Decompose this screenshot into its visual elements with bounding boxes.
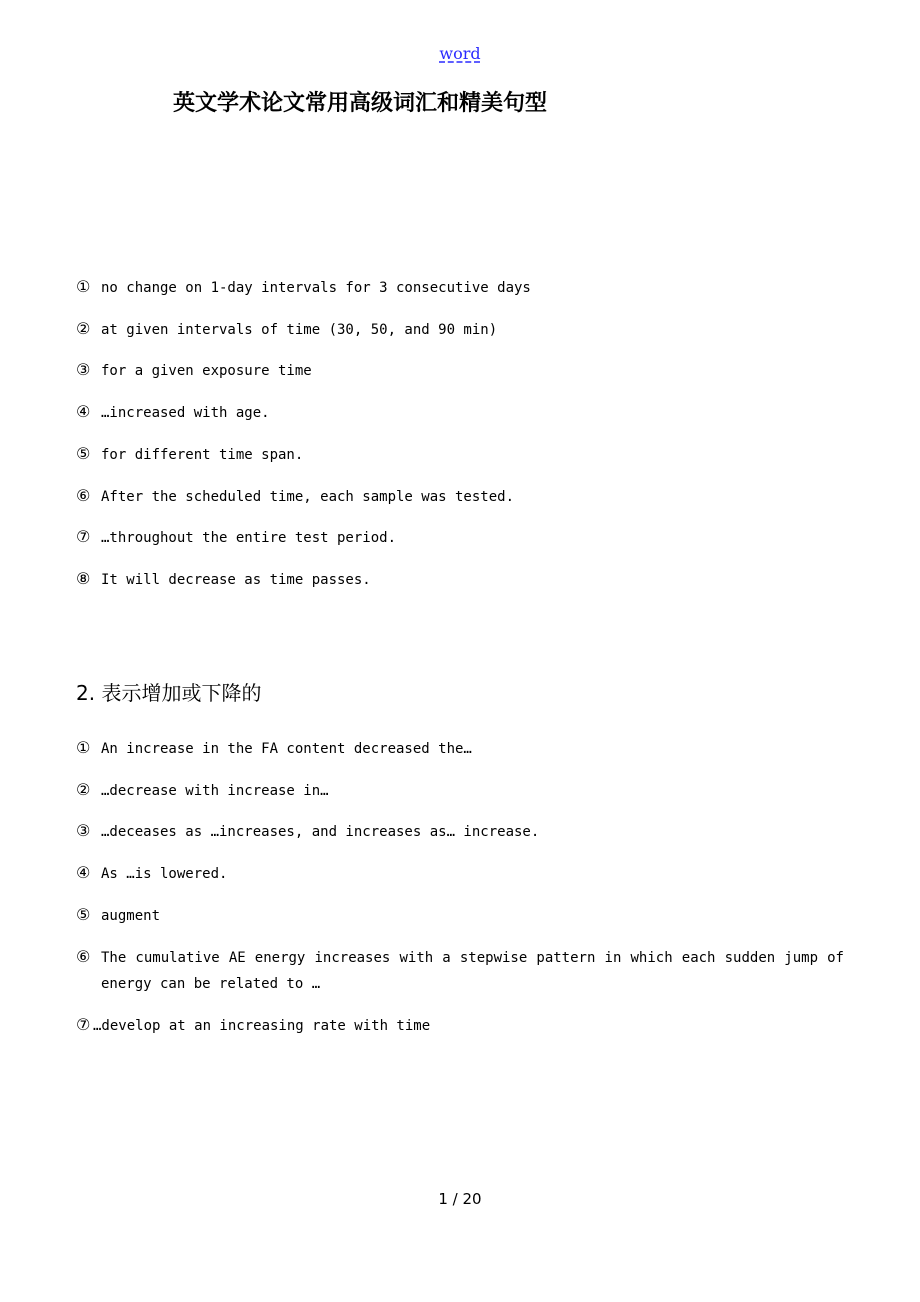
item-text: …increased with age. <box>101 405 270 421</box>
item-number: ① <box>76 277 91 296</box>
list-item <box>76 1012 844 1039</box>
item-number: ⑤ <box>76 444 91 463</box>
page-number: 1 / 20 <box>438 1190 482 1208</box>
item-text: …develop at an increasing rate with time <box>93 1018 431 1034</box>
item-text: An increase in the FA content decreased the… <box>101 741 472 757</box>
list-item <box>76 860 844 887</box>
list-item <box>76 441 844 468</box>
item-number: ④ <box>76 402 91 421</box>
list-item <box>76 399 844 426</box>
item-text: at given intervals of time (30, 50, and 90 min) <box>101 322 498 338</box>
item-number: ③ <box>76 360 91 379</box>
item-number: ③ <box>76 821 91 840</box>
list-item <box>76 357 844 384</box>
item-number: ② <box>76 319 91 338</box>
list-item <box>76 274 844 301</box>
item-number: ⑥ <box>76 486 91 505</box>
list-item <box>76 316 844 343</box>
item-text: for different time span. <box>101 447 304 463</box>
item-number: ⑦ <box>76 1015 91 1034</box>
item-number: ⑤ <box>76 905 91 924</box>
list-item <box>76 483 844 510</box>
list-item <box>76 902 844 929</box>
list-item <box>76 777 844 804</box>
item-text: …throughout the entire test period. <box>101 530 397 546</box>
item-text-continued: energy can be related to … <box>101 976 321 992</box>
item-number: ② <box>76 780 91 799</box>
header-link-text[interactable]: word <box>439 44 481 63</box>
item-text: no change on 1-day intervals for 3 consecutive days <box>101 280 531 296</box>
item-number: ⑧ <box>76 569 91 588</box>
item-text: The cumulative AE energy increases with a stepwise pattern in which each sudden jump of <box>101 950 844 966</box>
item-text: As …is lowered. <box>101 866 228 882</box>
item-number: ⑥ <box>76 947 91 966</box>
item-text: …decrease with increase in… <box>101 783 329 799</box>
list-item <box>76 944 844 997</box>
section-heading: 2. 表示增加或下降的 <box>76 681 262 705</box>
list-item <box>76 566 844 593</box>
item-text: …deceases as …increases, and increases as… increase. <box>101 824 540 840</box>
header-link[interactable] <box>0 44 920 64</box>
item-text: for a given exposure time <box>101 363 312 379</box>
document-title: 英文学术论文常用高级词汇和精美句型 <box>173 91 548 116</box>
item-line <box>76 944 844 971</box>
item-text: After the scheduled time, each sample was tested. <box>101 489 515 505</box>
item-text: It will decrease as time passes. <box>101 572 371 588</box>
list-item <box>76 524 844 551</box>
item-text: augment <box>101 908 161 924</box>
list-item <box>76 735 844 762</box>
list-item <box>76 818 844 845</box>
item-number: ⑦ <box>76 527 91 546</box>
item-number: ① <box>76 738 91 757</box>
item-number: ④ <box>76 863 91 882</box>
